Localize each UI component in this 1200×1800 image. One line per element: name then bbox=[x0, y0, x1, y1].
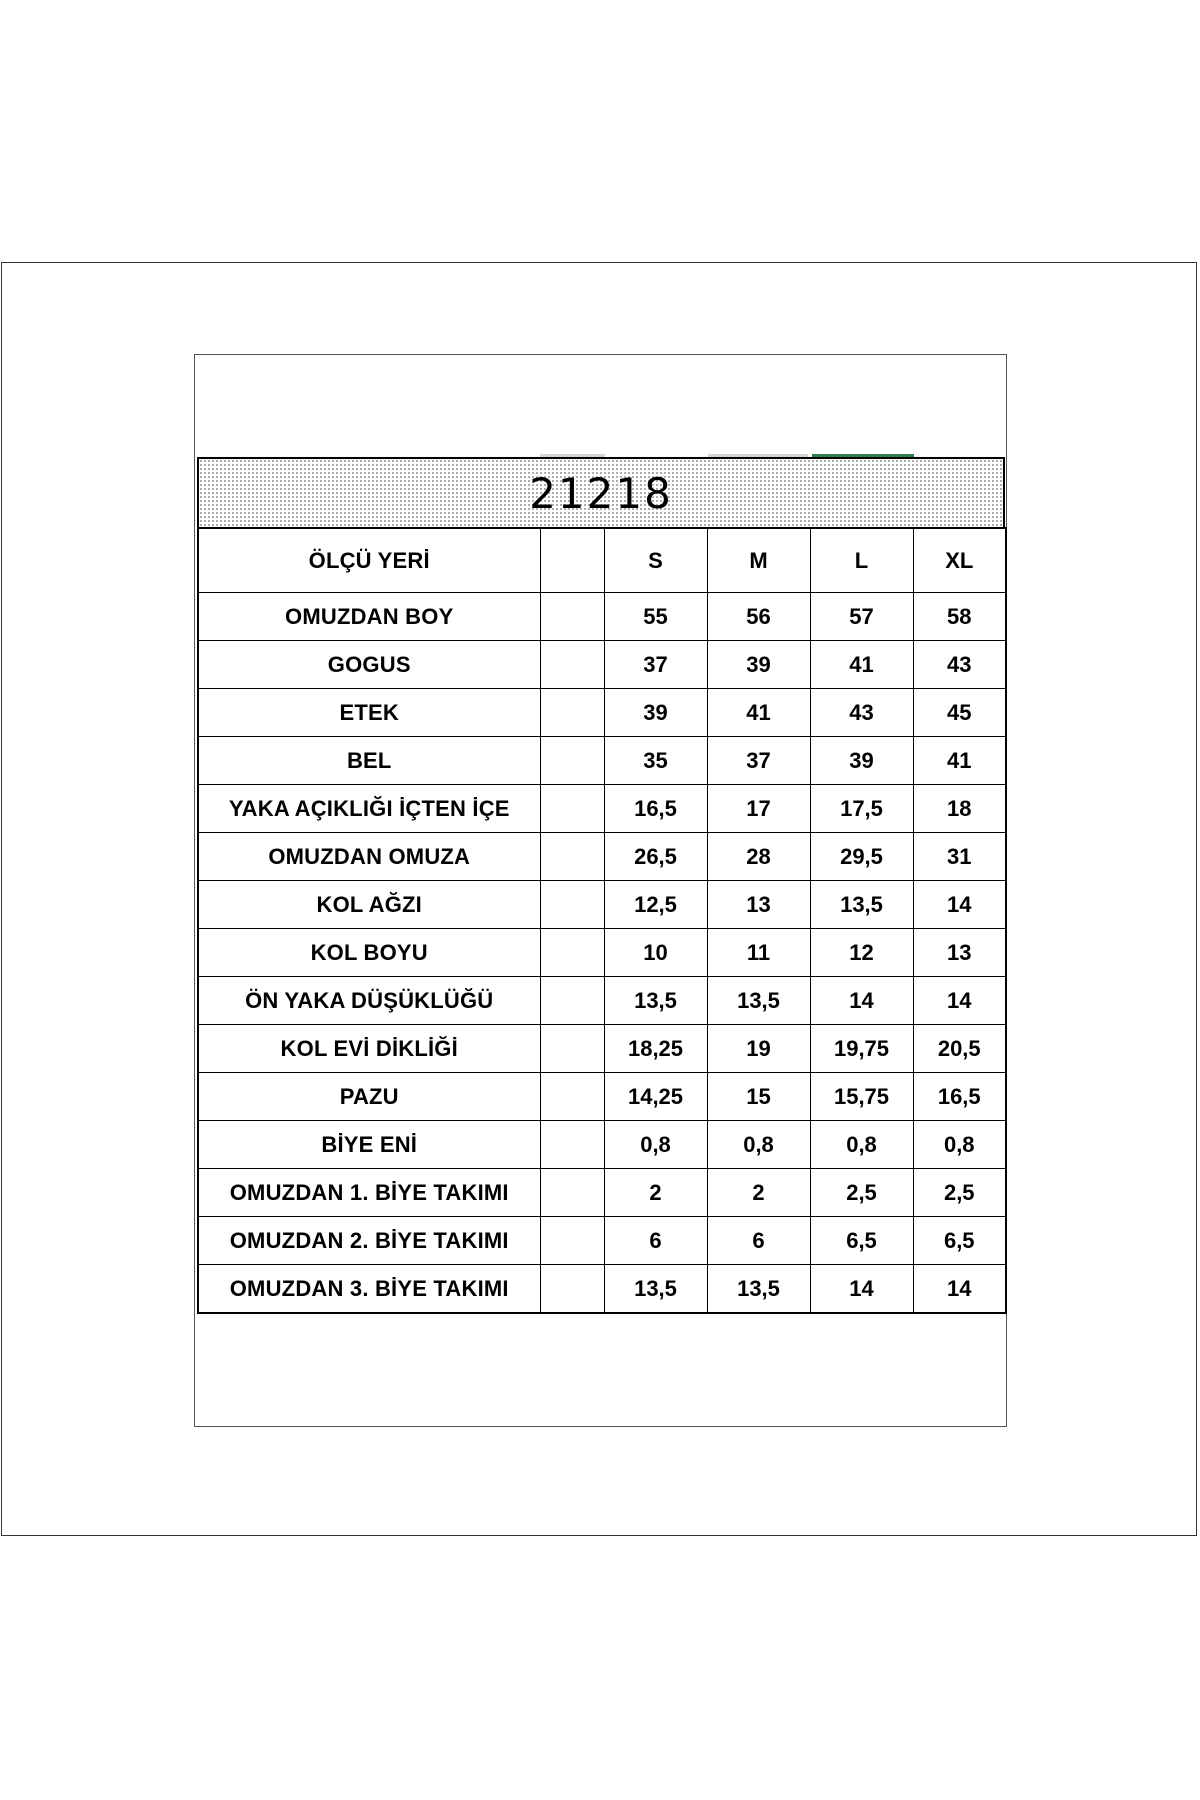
value-cell-xl: 20,5 bbox=[913, 1025, 1006, 1073]
measurement-label: OMUZDAN BOY bbox=[198, 593, 540, 641]
measurement-label: OMUZDAN 3. BİYE TAKIMI bbox=[198, 1265, 540, 1314]
table-row bbox=[198, 1169, 1006, 1217]
table-row bbox=[198, 641, 1006, 689]
measurement-label: KOL AĞZI bbox=[198, 881, 540, 929]
table-row bbox=[198, 1265, 1006, 1314]
value-cell-m: 39 bbox=[707, 641, 810, 689]
measurement-label: KOL EVİ DİKLİĞİ bbox=[198, 1025, 540, 1073]
blank-cell bbox=[540, 833, 604, 881]
value-cell-l: 41 bbox=[810, 641, 913, 689]
value-cell-s: 16,5 bbox=[604, 785, 707, 833]
value-cell-m: 17 bbox=[707, 785, 810, 833]
value-cell-l: 39 bbox=[810, 737, 913, 785]
value-cell-m: 11 bbox=[707, 929, 810, 977]
value-cell-m: 2 bbox=[707, 1169, 810, 1217]
blank-cell bbox=[540, 1265, 604, 1314]
value-cell-xl: 18 bbox=[913, 785, 1006, 833]
blank-cell bbox=[540, 641, 604, 689]
value-cell-s: 18,25 bbox=[604, 1025, 707, 1073]
table-row bbox=[198, 1073, 1006, 1121]
header-blank bbox=[540, 528, 604, 593]
value-cell-l: 57 bbox=[810, 593, 913, 641]
value-cell-m: 13 bbox=[707, 881, 810, 929]
value-cell-s: 12,5 bbox=[604, 881, 707, 929]
value-cell-s: 35 bbox=[604, 737, 707, 785]
value-cell-l: 6,5 bbox=[810, 1217, 913, 1265]
blank-cell bbox=[540, 1217, 604, 1265]
value-cell-s: 6 bbox=[604, 1217, 707, 1265]
blank-cell bbox=[540, 593, 604, 641]
value-cell-m: 13,5 bbox=[707, 1265, 810, 1314]
value-cell-m: 56 bbox=[707, 593, 810, 641]
value-cell-xl: 16,5 bbox=[913, 1073, 1006, 1121]
value-cell-m: 13,5 bbox=[707, 977, 810, 1025]
value-cell-m: 6 bbox=[707, 1217, 810, 1265]
table-row bbox=[198, 689, 1006, 737]
table-row bbox=[198, 1121, 1006, 1169]
value-cell-s: 0,8 bbox=[604, 1121, 707, 1169]
blank-cell bbox=[540, 1169, 604, 1217]
model-code: 21218 bbox=[529, 469, 673, 518]
value-cell-m: 19 bbox=[707, 1025, 810, 1073]
blank-cell bbox=[540, 1121, 604, 1169]
header-size-xl: XL bbox=[913, 528, 1006, 593]
value-cell-xl: 6,5 bbox=[913, 1217, 1006, 1265]
value-cell-xl: 2,5 bbox=[913, 1169, 1006, 1217]
value-cell-m: 41 bbox=[707, 689, 810, 737]
value-cell-s: 37 bbox=[604, 641, 707, 689]
value-cell-m: 15 bbox=[707, 1073, 810, 1121]
blank-cell bbox=[540, 1073, 604, 1121]
blank-cell bbox=[540, 1025, 604, 1073]
value-cell-m: 37 bbox=[707, 737, 810, 785]
blank-cell bbox=[540, 785, 604, 833]
measurement-label: PAZU bbox=[198, 1073, 540, 1121]
value-cell-l: 15,75 bbox=[810, 1073, 913, 1121]
measurement-label: OMUZDAN OMUZA bbox=[198, 833, 540, 881]
value-cell-xl: 43 bbox=[913, 641, 1006, 689]
blank-cell bbox=[540, 737, 604, 785]
table-row bbox=[198, 881, 1006, 929]
value-cell-s: 14,25 bbox=[604, 1073, 707, 1121]
blank-cell bbox=[540, 689, 604, 737]
table-row bbox=[198, 737, 1006, 785]
value-cell-xl: 0,8 bbox=[913, 1121, 1006, 1169]
header-size-m: M bbox=[707, 528, 810, 593]
value-cell-s: 10 bbox=[604, 929, 707, 977]
value-cell-xl: 41 bbox=[913, 737, 1006, 785]
blank-cell bbox=[540, 977, 604, 1025]
value-cell-l: 13,5 bbox=[810, 881, 913, 929]
measurement-label: OMUZDAN 2. BİYE TAKIMI bbox=[198, 1217, 540, 1265]
value-cell-xl: 58 bbox=[913, 593, 1006, 641]
value-cell-l: 14 bbox=[810, 1265, 913, 1314]
value-cell-l: 12 bbox=[810, 929, 913, 977]
measurement-label: BEL bbox=[198, 737, 540, 785]
value-cell-xl: 31 bbox=[913, 833, 1006, 881]
value-cell-l: 19,75 bbox=[810, 1025, 913, 1073]
value-cell-s: 26,5 bbox=[604, 833, 707, 881]
size-chart-table bbox=[197, 527, 1007, 1314]
value-cell-l: 14 bbox=[810, 977, 913, 1025]
value-cell-xl: 14 bbox=[913, 881, 1006, 929]
value-cell-l: 2,5 bbox=[810, 1169, 913, 1217]
table-row bbox=[198, 929, 1006, 977]
header-measurement-label: ÖLÇÜ YERİ bbox=[198, 528, 540, 593]
value-cell-xl: 14 bbox=[913, 977, 1006, 1025]
value-cell-m: 0,8 bbox=[707, 1121, 810, 1169]
value-cell-xl: 45 bbox=[913, 689, 1006, 737]
blank-cell bbox=[540, 929, 604, 977]
table-row bbox=[198, 785, 1006, 833]
measurement-label: OMUZDAN 1. BİYE TAKIMI bbox=[198, 1169, 540, 1217]
value-cell-xl: 13 bbox=[913, 929, 1006, 977]
value-cell-s: 39 bbox=[604, 689, 707, 737]
table-row bbox=[198, 833, 1006, 881]
value-cell-l: 43 bbox=[810, 689, 913, 737]
measurement-label: GOGUS bbox=[198, 641, 540, 689]
model-code-band bbox=[197, 457, 1005, 528]
measurement-label: YAKA AÇIKLIĞI İÇTEN İÇE bbox=[198, 785, 540, 833]
header-size-s: S bbox=[604, 528, 707, 593]
value-cell-xl: 14 bbox=[913, 1265, 1006, 1314]
measurement-label: KOL BOYU bbox=[198, 929, 540, 977]
table-row bbox=[198, 977, 1006, 1025]
value-cell-s: 13,5 bbox=[604, 977, 707, 1025]
value-cell-m: 28 bbox=[707, 833, 810, 881]
blank-cell bbox=[540, 881, 604, 929]
header-size-l: L bbox=[810, 528, 913, 593]
value-cell-l: 17,5 bbox=[810, 785, 913, 833]
value-cell-l: 29,5 bbox=[810, 833, 913, 881]
table-row bbox=[198, 1217, 1006, 1265]
value-cell-s: 55 bbox=[604, 593, 707, 641]
value-cell-s: 2 bbox=[604, 1169, 707, 1217]
table-row bbox=[198, 593, 1006, 641]
value-cell-s: 13,5 bbox=[604, 1265, 707, 1314]
table-header-row bbox=[198, 528, 1006, 593]
measurement-label: ÖN YAKA DÜŞÜKLÜĞÜ bbox=[198, 977, 540, 1025]
value-cell-l: 0,8 bbox=[810, 1121, 913, 1169]
table-row bbox=[198, 1025, 1006, 1073]
measurement-label: BİYE ENİ bbox=[198, 1121, 540, 1169]
measurement-label: ETEK bbox=[198, 689, 540, 737]
